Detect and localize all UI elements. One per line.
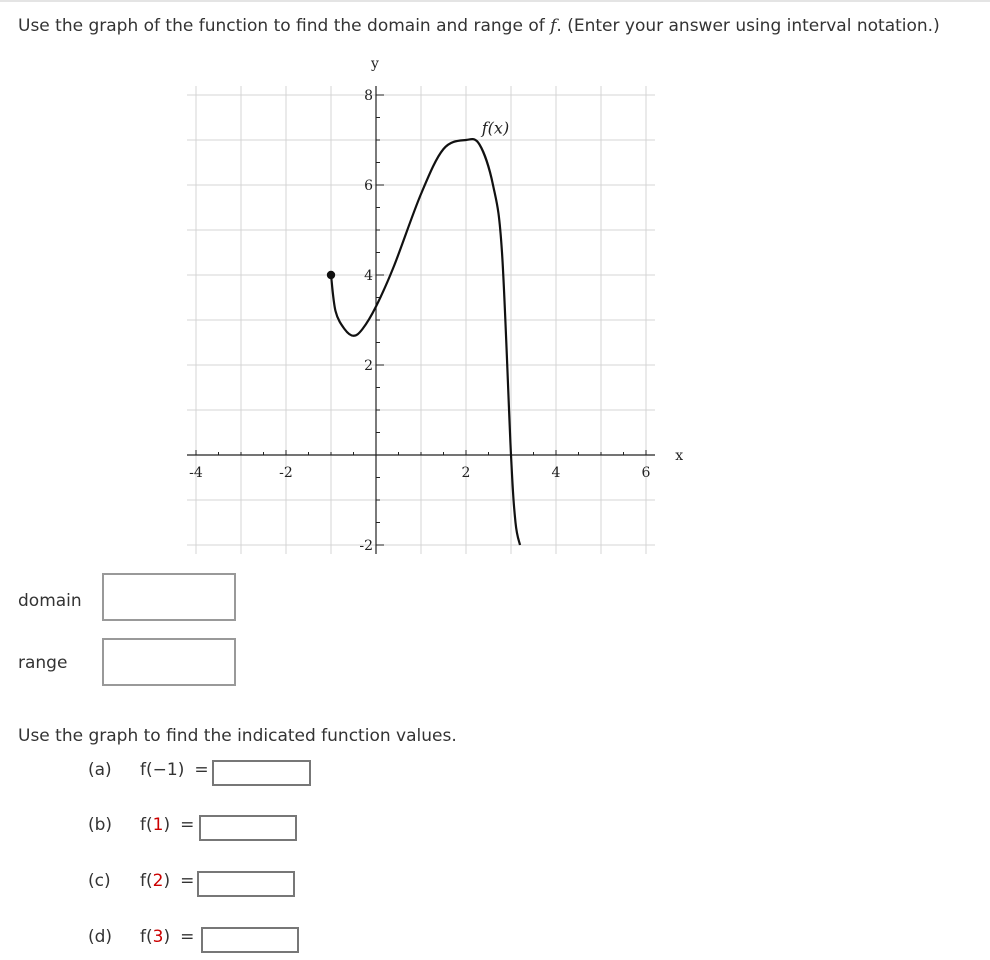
x-tick-label: 4 [551,465,561,481]
function-label: f(x) [481,118,510,138]
part-equals: = [180,815,195,835]
range-label: range [18,653,68,673]
part-fn-open: f( [140,871,153,891]
part-answer-input[interactable] [199,815,297,841]
part-function [140,871,170,891]
part-fn-close: ) [177,760,185,780]
part-equals: = [180,927,195,947]
part-equals: = [180,871,195,891]
ticks [189,88,650,554]
curve-group [327,118,520,545]
part-fn-open: f( [140,760,153,780]
part-fn-close: ) [163,815,171,835]
domain-input[interactable] [102,573,236,621]
function-curve [331,139,520,545]
x-tick-label: 2 [461,465,471,481]
part-row [88,927,194,947]
part-equals: = [194,760,209,780]
part-arg: 2 [152,871,164,891]
y-axis-label: y [371,56,379,72]
part-fn-open: f( [140,815,153,835]
x-axis-label: x [675,448,684,464]
part-function [140,927,170,947]
range-input[interactable] [102,638,236,686]
part-function [140,815,170,835]
part-letter: (b) [88,815,113,835]
grid [187,86,655,554]
question-function-name: f [550,16,557,36]
y-tick-label: 4 [364,268,373,284]
part-row [88,760,209,780]
part-answer-input[interactable] [212,760,311,786]
part-function [140,760,184,780]
part-answer-input[interactable] [197,871,295,897]
y-tick-label: 6 [364,178,373,194]
y-tick-label: 2 [364,358,373,374]
x-tick-label: -2 [279,465,293,481]
x-tick-label: -4 [189,465,203,481]
axes [187,56,683,554]
start-point [327,271,335,279]
part-letter: (a) [88,760,112,780]
part-fn-close: ) [163,871,171,891]
part-fn-close: ) [163,927,171,947]
y-tick-label: -2 [359,538,373,554]
x-tick-label: 6 [641,465,651,481]
part-letter: (d) [88,927,113,947]
part-row [88,815,194,835]
part-answer-input[interactable] [201,927,299,953]
values-prompt: Use the graph to find the indicated function values. [18,726,457,746]
part-arg: 1 [152,815,164,835]
part-letter: (c) [88,871,111,891]
y-tick-label: 8 [364,88,373,104]
part-arg: −1 [152,760,178,780]
question-text-end: . (Enter your answer using interval notation.) [556,16,940,36]
part-fn-open: f( [140,927,153,947]
question-text-start: Use the graph of the function to find the domain and range of [18,16,551,36]
part-row [88,871,194,891]
domain-label: domain [18,591,82,611]
part-arg: 3 [152,927,164,947]
